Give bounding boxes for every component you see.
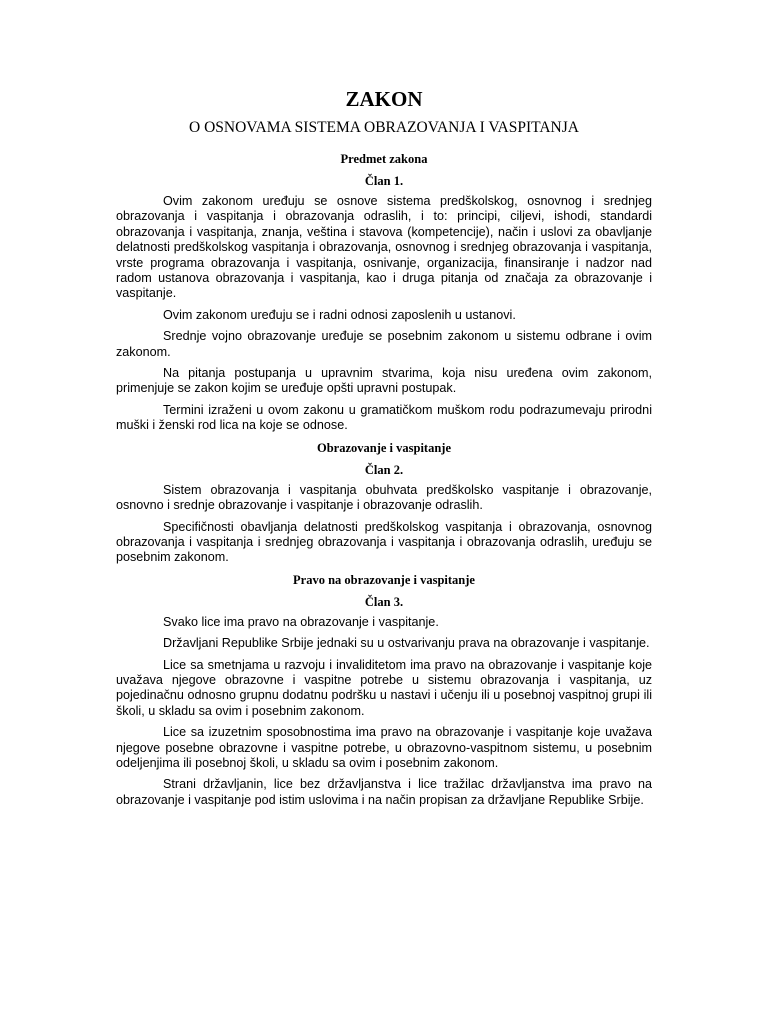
paragraph: Na pitanja postupanja u upravnim stvarima, koja nisu uređena ovim zakonom, primenjuje se zakon kojim se uređuje opšti upravni postupak. <box>116 366 652 396</box>
paragraph: Specifičnosti obavljanja delatnosti predškolskog vaspitanja i obrazovanja, osnovnog obrazovanja i vaspitanja i srednjeg obrazovanja i vaspitanja i obrazovanja odraslih, uređuju se posebnim zakonom. <box>116 519 652 565</box>
article-number: Član 1. <box>364 174 404 188</box>
paragraph: Državljani Republike Srbije jednaki su u ostvarivanju prava na obrazovanje i vaspitanje. <box>163 636 650 651</box>
paragraph: Termini izraženi u ovom zakonu u gramatičkom muškom rodu podrazumevaju prirodni muški i ženski rod lica na koje se odnose. <box>116 402 652 433</box>
paragraph: Lice sa izuzetnim sposobnostima ima pravo na obrazovanje i vaspitanje koje uvažava njegove posebne obrazovne i vaspitne potrebe, u obrazovno-vaspitnom sistemu, u posebnim odeljenjima ili posebnoj školi, u skladu sa ovim i posebnim zakonom. <box>116 725 652 770</box>
paragraph: Srednje vojno obrazovanje uređuje se posebnim zakonom u sistemu odbrane i ovim zakonom. <box>116 329 652 359</box>
document-page <box>116 86 652 814</box>
section-predmet-zakona <box>116 151 652 434</box>
paragraph: Ovim zakonom uređuju se i radni odnosi zaposlenih u ustanovi. <box>163 307 516 322</box>
section-heading: Pravo na obrazovanje i vaspitanje <box>293 572 475 587</box>
section-heading: Obrazovanje i vaspitanje <box>316 440 452 455</box>
paragraph: Svako lice ima pravo na obrazovanje i vaspitanje. <box>163 614 439 629</box>
paragraph: Lice sa smetnjama u razvoju i invaliditetom ima pravo na obrazovanje i vaspitanje koje uvažava njegove obrazovne i vaspitne potrebe u sistemu obrazovanja i vaspitanja, uz pojedinačnu odnosno grupnu dodatnu podršku u nastavi i učenju ili u posebnoj vaspitnoj grupi ili školi, u skladu sa ovim i posebnim zakonom. <box>116 657 652 718</box>
section-pravo-na-obrazovanje <box>116 572 652 808</box>
section-obrazovanje-i-vaspitanje <box>116 440 652 566</box>
section-heading: Predmet zakona <box>340 152 428 166</box>
article-number: Član 3. <box>364 594 404 609</box>
article-number: Član 2. <box>364 462 404 477</box>
document-subtitle: O OSNOVAMA SISTEMA OBRAZOVANJA I VASPITANJA <box>189 119 579 136</box>
paragraph: Sistem obrazovanja i vaspitanja obuhvata predškolsko vaspitanje i obrazovanje, osnovno i srednje obrazovanje i vaspitanje i obrazovanje odraslih. <box>116 482 652 513</box>
paragraph: Strani državljanin, lice bez državljanstva i lice tražilac državljanstva ima pravo na obrazovanje i vaspitanje pod istim uslovima i na način propisan za državljane Republike Srbije. <box>116 777 652 807</box>
paragraph: Ovim zakonom uređuju se osnove sistema predškolskog, osnovnog i srednjeg obrazovanja i vaspitanja i obrazovanja odraslih, i to: principi, ciljevi, ishodi, standardi obrazovanja i vaspitanja, znanja, veština i stavova (kompetencije), način i uslovi za obavljanje delatnosti predškolskog vaspitanja i obrazovanja, osnovnog i srednjeg obrazovanja i vaspitanja, vrste programa obrazovanja i vaspitanja, osnivanje, organizacija, finansiranje i nadzor nad radom ustanova obrazovanja i vaspitanja, kao i druga pitanja od značaja za obrazovanje i vaspitanje. <box>116 194 652 301</box>
document-title: ZAKON <box>345 87 423 111</box>
